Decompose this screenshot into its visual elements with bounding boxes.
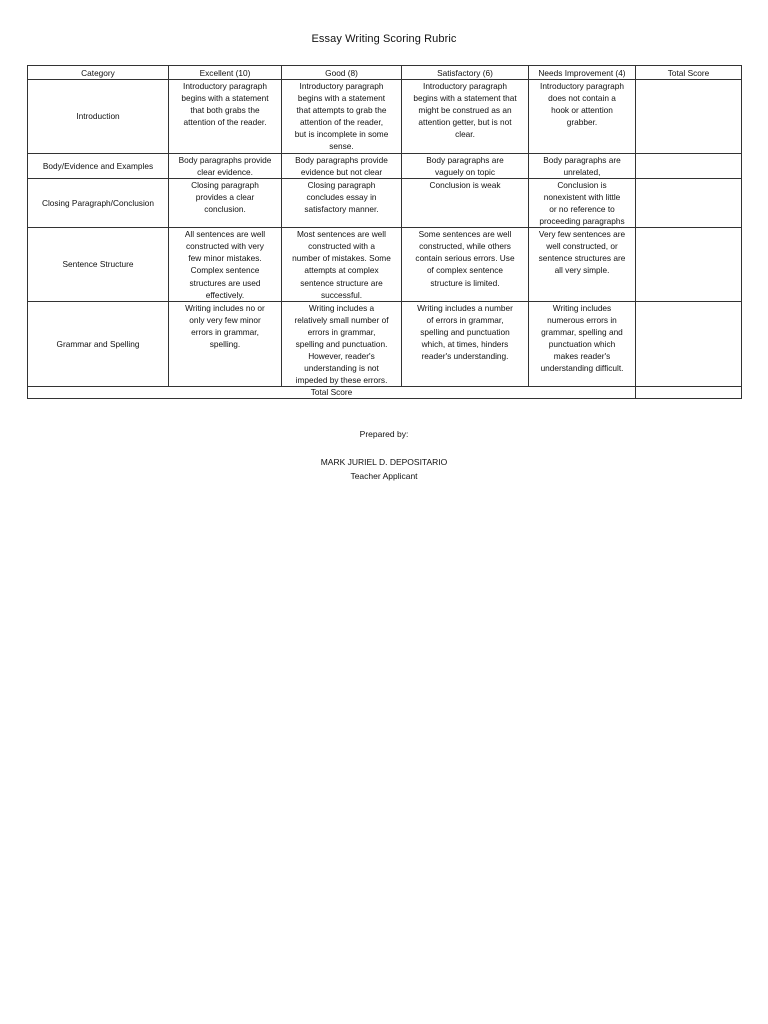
excellent-cell: Closing paragraph provides a clear conclusion. <box>169 178 282 227</box>
excellent-cell: Body paragraphs provide clear evidence. <box>169 153 282 178</box>
excellent-cell: Writing includes no or only very few minor errors in grammar, spelling. <box>169 301 282 387</box>
total-score-row <box>28 387 742 399</box>
good-cell: Writing includes a relatively small number of errors in grammar, spelling and punctuation. However, reader's understanding is not impeded by these errors. <box>282 301 402 387</box>
table-row <box>28 301 742 387</box>
total-score-cell[interactable] <box>636 178 742 227</box>
header-total-score: Total Score <box>636 66 742 80</box>
header-excellent: Excellent (10) <box>169 66 282 80</box>
excellent-cell: All sentences are well constructed with very few minor mistakes. Complex sentence structures are used effectively. <box>169 228 282 302</box>
good-cell: Body paragraphs provide evidence but not clear <box>282 153 402 178</box>
table-row <box>28 80 742 154</box>
page-title: Essay Writing Scoring Rubric <box>311 33 457 45</box>
needs-improvement-cell: Body paragraphs are unrelated, <box>529 153 636 178</box>
needs-improvement-cell: Writing includes numerous errors in grammar, spelling and punctuation which makes reader's understanding difficult. <box>529 301 636 387</box>
total-score-cell[interactable] <box>636 301 742 387</box>
category-cell: Grammar and Spelling <box>28 301 169 387</box>
needs-improvement-cell: Very few sentences are well constructed, or sentence structures are all very simple. <box>529 228 636 302</box>
header-row <box>28 66 742 80</box>
table-row <box>28 153 742 178</box>
category-cell: Sentence Structure <box>28 228 169 302</box>
header-needs-improvement: Needs Improvement (4) <box>529 66 636 80</box>
category-cell: Closing Paragraph/Conclusion <box>28 178 169 227</box>
satisfactory-cell: Body paragraphs are vaguely on topic <box>402 153 529 178</box>
header-category: Category <box>28 66 169 80</box>
preparer-role: Teacher Applicant <box>350 471 418 481</box>
table-row <box>28 178 742 227</box>
total-score-cell[interactable] <box>636 80 742 154</box>
satisfactory-cell: Writing includes a number of errors in grammar, spelling and punctuation which, at times, hinders reader's understanding. <box>402 301 529 387</box>
total-score-cell[interactable] <box>636 153 742 178</box>
satisfactory-cell: Some sentences are well constructed, while others contain serious errors. Use of complex sentence structure is limited. <box>402 228 529 302</box>
total-score-label: Total Score <box>28 387 636 399</box>
satisfactory-cell: Introductory paragraph begins with a statement that might be construed as an attention getter, but is not clear. <box>402 80 529 154</box>
table-row <box>28 228 742 302</box>
category-cell: Body/Evidence and Examples <box>28 153 169 178</box>
rubric-table <box>27 65 742 399</box>
excellent-cell: Introductory paragraph begins with a statement that both grabs the attention of the reader. <box>169 80 282 154</box>
good-cell: Closing paragraph concludes essay in satisfactory manner. <box>282 178 402 227</box>
good-cell: Introductory paragraph begins with a statement that attempts to grab the attention of the reader, but is incomplete in some sense. <box>282 80 402 154</box>
category-cell: Introduction <box>28 80 169 154</box>
needs-improvement-cell: Conclusion is nonexistent with little or no reference to proceeding paragraphs <box>529 178 636 227</box>
total-score-value[interactable] <box>636 387 742 399</box>
header-good: Good (8) <box>282 66 402 80</box>
good-cell: Most sentences are well constructed with a number of mistakes. Some attempts at complex sentence structure are successful. <box>282 228 402 302</box>
preparer-name: MARK JURIEL D. DEPOSITARIO <box>320 457 448 467</box>
header-satisfactory: Satisfactory (6) <box>402 66 529 80</box>
prepared-by-label: Prepared by: <box>359 429 409 439</box>
satisfactory-cell: Conclusion is weak <box>402 178 529 227</box>
total-score-cell[interactable] <box>636 228 742 302</box>
needs-improvement-cell: Introductory paragraph does not contain a hook or attention grabber. <box>529 80 636 154</box>
